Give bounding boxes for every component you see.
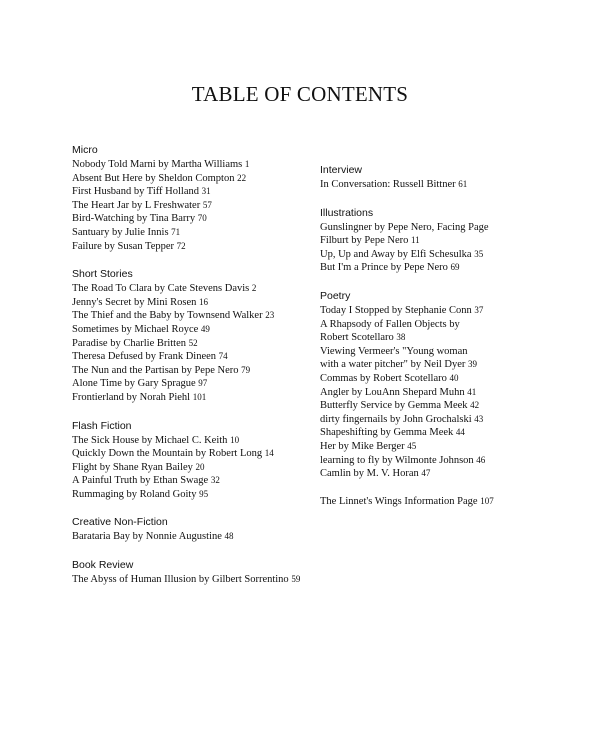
entry-title: The Road To Clara by Cate Stevens Davis <box>72 283 250 295</box>
entry-page: 44 <box>455 427 465 438</box>
toc-entry <box>72 296 312 310</box>
toc-entry <box>320 372 560 386</box>
entry-title: Theresa Defused by Frank Dineen <box>72 351 217 363</box>
section-book-review <box>72 558 312 587</box>
entry-title: Alone Time by Gary Sprague <box>72 378 196 390</box>
entry-title: The Abyss of Human Illusion by Gilbert Sorrentino <box>72 574 289 586</box>
toc-entry <box>320 467 560 481</box>
toc-entry <box>72 309 312 323</box>
toc-entry <box>320 386 560 400</box>
toc-entry <box>72 530 312 544</box>
entry-page: 69 <box>450 262 460 273</box>
entry-title: The Thief and the Baby by Townsend Walker <box>72 310 263 322</box>
entry-title: Absent But Here by Sheldon Compton <box>72 172 235 184</box>
entry-title: Bird-Watching by Tina Barry <box>72 213 196 225</box>
entry-page: 16 <box>199 296 209 307</box>
entry-page: 47 <box>421 468 431 479</box>
section-interview <box>320 163 560 192</box>
toc-entry <box>320 178 560 192</box>
section-heading: Book Review <box>72 559 134 572</box>
toc-entry <box>320 345 560 359</box>
toc-entry <box>320 318 560 332</box>
entry-title: dirty fingernails by John Grochalski <box>320 413 472 425</box>
entry-title: The Nun and the Partisan by Pepe Nero <box>72 364 239 376</box>
entry-page: 45 <box>407 440 417 451</box>
toc-entry <box>72 226 312 240</box>
entry-title: Failure by Susan Tepper <box>72 240 175 252</box>
entry-page: 48 <box>224 531 234 542</box>
entry-title: Nobody Told Marni by Martha Williams <box>72 159 243 170</box>
toc-entry <box>72 212 312 226</box>
entry-page: 37 <box>474 304 484 315</box>
entry-page: 71 <box>171 226 181 237</box>
entry-page: 101 <box>192 391 207 402</box>
entry-title: A Painful Truth by Ethan Swage <box>72 475 209 487</box>
entry-title: First Husband by Tiff Holland <box>72 186 199 198</box>
entry-title: Her by Mike Berger <box>320 440 405 452</box>
entry-page: 22 <box>237 172 247 183</box>
entry-title: Frontierland by Norah Piehl <box>72 391 193 403</box>
toc-entry <box>320 495 560 509</box>
entry-page: 11 <box>411 235 420 246</box>
page-title: TABLE OF CONTENTS <box>191 82 409 106</box>
entry-page: 61 <box>458 179 468 189</box>
section-illustrations <box>320 206 560 275</box>
entry-title: Flight by Shane Ryan Bailey <box>72 461 193 473</box>
entry-title: Today I Stopped by Stephanie Conn <box>320 304 472 316</box>
section-heading: Creative Non-Fiction <box>72 516 168 529</box>
entry-title: Quickly Down the Mountain by Robert Long <box>72 448 263 460</box>
entry-title: with a water pitcher" by Neil Dyer <box>320 359 466 371</box>
toc-entry <box>320 304 560 318</box>
entry-page: 14 <box>264 448 274 459</box>
entry-title: A Rhapsody of Fallen Objects by <box>320 318 460 330</box>
entry-title: learning to fly by Wilmonte Johnson <box>320 454 477 466</box>
entry-page: 20 <box>195 461 205 472</box>
entry-page: 41 <box>467 386 477 397</box>
toc-entry <box>72 158 312 172</box>
toc-entry <box>320 234 560 248</box>
entry-page: 70 <box>197 213 207 224</box>
toc-entry <box>72 282 312 296</box>
toc-entry <box>320 440 560 454</box>
section-info-page <box>320 495 560 509</box>
section-poetry <box>320 289 560 481</box>
toc-entry <box>72 199 312 213</box>
entry-page: 1 <box>244 159 250 169</box>
entry-title: Shapeshifting by Gemma Meek <box>320 427 454 439</box>
entry-title: Angler by LouAnn Shepard Muhn <box>320 386 465 398</box>
entry-title: Filburt by Pepe Nero <box>320 235 409 247</box>
entry-title: Butterfly Service by Gemma Meek <box>320 400 468 412</box>
section-flash-fiction <box>72 419 312 502</box>
toc-entry <box>320 261 560 275</box>
toc-entry <box>320 331 560 345</box>
entry-title: Commas by Robert Scotellaro <box>320 372 447 384</box>
entry-title: Jenny's Secret by Mini Rosen <box>72 296 197 308</box>
entry-title: Robert Scotellaro <box>320 332 394 344</box>
entry-page: 38 <box>396 332 406 343</box>
entry-title: But I'm a Prince by Pepe Nero <box>320 262 448 274</box>
toc-entry <box>72 377 312 391</box>
toc-entry <box>72 474 312 488</box>
entry-title: Santuary by Julie Innis <box>72 226 169 238</box>
entry-page: 57 <box>202 199 212 210</box>
section-heading: Micro <box>72 144 98 156</box>
entry-title: Viewing Vermeer's "Young woman <box>320 345 468 357</box>
toc-entry <box>72 337 312 351</box>
section-heading: Short Stories <box>72 268 133 281</box>
entry-title: Barataria Bay by Nonnie Augustine <box>72 531 222 543</box>
entry-title: Gunslingner by Pepe Nero, Facing Page <box>320 221 489 233</box>
entry-page: 23 <box>265 310 275 321</box>
section-short-stories <box>72 267 312 404</box>
toc-entry <box>320 248 560 262</box>
entry-title: The Sick House by Michael C. Keith <box>72 434 228 446</box>
entry-page: 32 <box>210 475 220 486</box>
entry-page: 42 <box>470 400 480 411</box>
entry-title: Camlin by M. V. Horan <box>320 468 419 480</box>
section-heading: Poetry <box>320 289 351 302</box>
toc-entry <box>72 240 312 254</box>
entry-page: 2 <box>251 283 257 294</box>
entry-page: 52 <box>188 337 198 348</box>
entry-page: 39 <box>468 359 478 370</box>
entry-title: Up, Up and Away by Elfi Schesulka <box>320 248 472 260</box>
entry-page: 10 <box>230 434 240 445</box>
toc-entry <box>320 426 560 440</box>
toc-entry <box>72 391 312 405</box>
entry-page: 95 <box>199 488 209 499</box>
entry-page: 72 <box>176 240 186 251</box>
toc-entry <box>320 413 560 427</box>
toc-entry <box>320 358 560 372</box>
right-column <box>320 163 560 522</box>
toc-entry <box>72 488 312 502</box>
entry-title: Sometimes by Michael Royce <box>72 323 199 335</box>
entry-page: 107 <box>480 495 494 506</box>
entry-page: 97 <box>198 378 208 389</box>
entry-page: 40 <box>449 372 459 383</box>
left-column <box>72 143 312 601</box>
toc-entry <box>72 447 312 461</box>
entry-page: 43 <box>474 413 484 424</box>
toc-entry <box>72 185 312 199</box>
section-creative-non-fiction <box>72 515 312 544</box>
toc-entry <box>72 172 312 186</box>
toc-entry <box>72 573 312 587</box>
toc-entry <box>320 399 560 413</box>
entry-title: Paradise by Charlie Britten <box>72 337 187 349</box>
section-heading: Interview <box>320 164 363 176</box>
section-micro <box>72 143 312 253</box>
entry-title: In Conversation: Russell Bittner <box>320 179 456 190</box>
entry-title: The Heart Jar by L Freshwater <box>72 199 201 211</box>
toc-entry <box>72 434 312 448</box>
toc-entry <box>72 364 312 378</box>
toc-entry <box>320 221 560 235</box>
entry-page: 79 <box>241 364 251 375</box>
entry-page: 74 <box>218 351 228 362</box>
toc-entry <box>72 461 312 475</box>
toc-entry <box>320 454 560 468</box>
entry-page: 35 <box>474 248 484 259</box>
section-heading: Illustrations <box>320 206 374 219</box>
entry-page: 31 <box>201 186 211 197</box>
toc-entry <box>72 350 312 364</box>
entry-page: 49 <box>200 323 210 334</box>
entry-title: The Linnet's Wings Information Page <box>320 495 478 507</box>
entry-title: Rummaging by Roland Goity <box>72 488 197 500</box>
toc-entry <box>72 323 312 337</box>
section-heading: Flash Fiction <box>72 419 132 432</box>
entry-page: 46 <box>476 454 486 465</box>
entry-page: 59 <box>291 574 301 585</box>
